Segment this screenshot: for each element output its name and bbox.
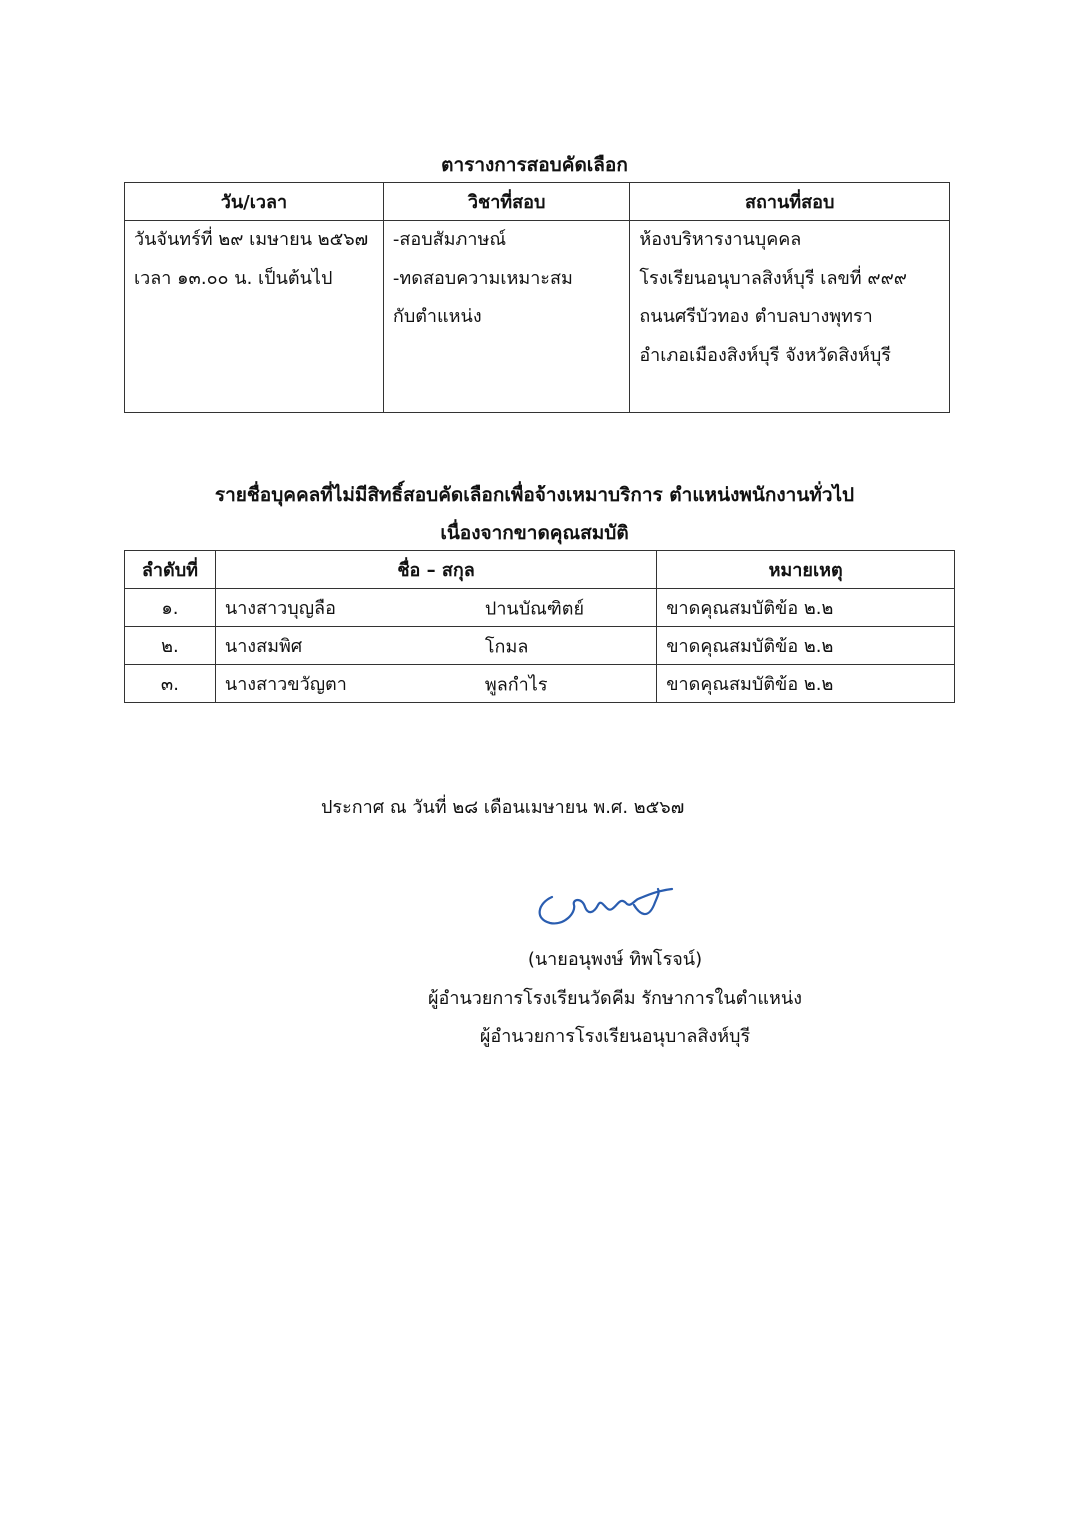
announcement-date: ประกาศ ณ วันที่ ๒๘ เดือนเมษายน พ.ศ. ๒๕๖๗ <box>321 797 685 818</box>
signature-image <box>530 883 680 933</box>
first-name: นางสาวบุญลือ <box>224 598 336 619</box>
location-line: อำเภอเมืองสิงห์บุรี จังหวัดสิงห์บุรี <box>639 344 891 366</box>
location-cell <box>630 221 950 413</box>
ineligible-subtitle: เนื่องจากขาดคุณสมบัติ <box>440 522 629 544</box>
note-cell: ขาดคุณสมบัติข้อ ๒.๒ <box>657 627 955 665</box>
location-line: ถนนศรีบัวทอง ตำบลบางพุทรา <box>639 306 873 327</box>
column-header-note: หมายเหตุ <box>657 551 955 589</box>
column-header-name: ชื่อ – สกุล <box>215 551 656 589</box>
order-cell: ๓. <box>125 665 216 703</box>
subject-line: กับตำแหน่ง <box>392 306 482 327</box>
table-row <box>125 627 955 665</box>
note-cell: ขาดคุณสมบัติข้อ ๒.๒ <box>657 589 955 627</box>
name-cell <box>215 627 656 665</box>
signature-stroke <box>540 889 672 923</box>
signer-name: (นายอนุพงษ์ ทิพโรจน์) <box>527 949 703 970</box>
last-name: ปานบัณฑิตย์ <box>484 598 585 619</box>
datetime-cell <box>125 221 384 413</box>
ineligible-title: รายชื่อบุคคลที่ไม่มีสิทธิ์สอบคัดเลือกเพื่อจ้างเหมาบริการ ตำแหน่งพนักงานทั่วไป <box>214 484 855 506</box>
name-cell <box>215 589 656 627</box>
order-cell: ๒. <box>125 627 216 665</box>
location-line: ห้องบริหารงานบุคคล <box>639 229 802 250</box>
order-cell: ๑. <box>125 589 216 627</box>
table-row <box>125 665 955 703</box>
table-row <box>125 589 955 627</box>
name-cell <box>215 665 656 703</box>
signer-position: ผู้อำนวยการโรงเรียนวัดคีม รักษาการในตำแหน่ง <box>428 988 802 1009</box>
location-line: โรงเรียนอนุบาลสิงห์บุรี เลขที่ ๙๙๙ <box>639 267 907 289</box>
first-name: นางสมพิศ <box>224 636 303 657</box>
first-name: นางสาวขวัญตา <box>224 674 347 695</box>
exam-schedule-table <box>124 182 950 413</box>
column-header-order: ลำดับที่ <box>125 551 216 589</box>
table-header-row <box>125 551 955 589</box>
datetime-line: วันจันทร์ที่ ๒๙ เมษายน ๒๕๖๗ <box>134 229 369 250</box>
subject-line: -ทดสอบความเหมาะสม <box>392 267 573 289</box>
last-name: โกมล <box>484 636 529 657</box>
schedule-title: ตารางการสอบคัดเลือก <box>441 154 628 176</box>
signer-position-school: ผู้อำนวยการโรงเรียนอนุบาลสิงห์บุรี <box>479 1026 751 1047</box>
ineligible-list-table <box>124 550 955 703</box>
subject-cell <box>383 221 629 413</box>
table-header-row <box>125 183 950 221</box>
column-header-location: สถานที่สอบ <box>630 183 950 221</box>
last-name: พูลกำไร <box>484 674 548 695</box>
subject-line: -สอบสัมภาษณ์ <box>392 229 507 250</box>
column-header-subject: วิชาที่สอบ <box>383 183 629 221</box>
column-header-datetime: วัน/เวลา <box>125 183 384 221</box>
table-row <box>125 221 950 413</box>
datetime-line: เวลา ๑๓.๐๐ น. เป็นต้นไป <box>134 267 333 289</box>
note-cell: ขาดคุณสมบัติข้อ ๒.๒ <box>657 665 955 703</box>
